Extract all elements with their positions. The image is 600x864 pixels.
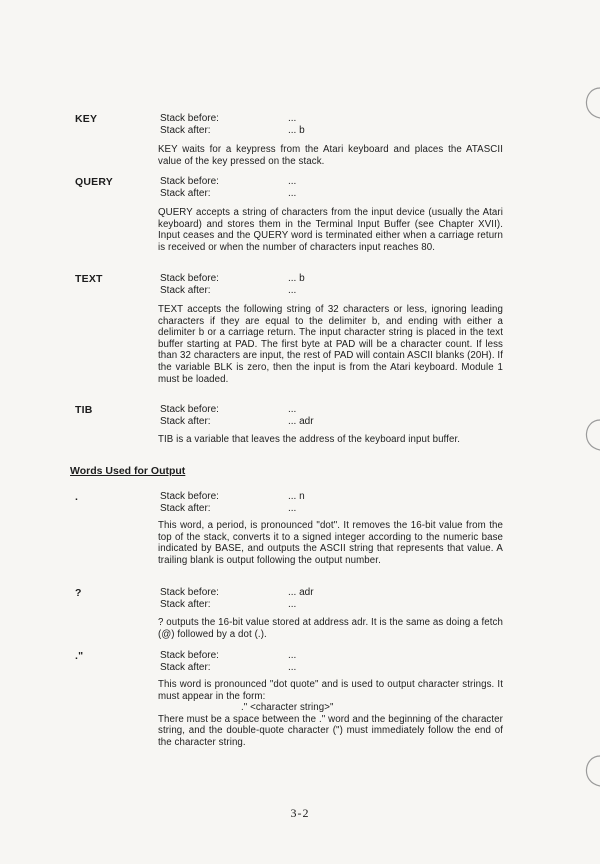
description-paragraph: This word is pronounced "dot quote" and is used to output character strings. It must appear in the form: — [158, 679, 503, 702]
stack-before-label: Stack before: — [160, 113, 219, 124]
stack-effect — [160, 273, 460, 297]
stack-effect — [160, 587, 460, 611]
section-heading: Words Used for Output — [70, 465, 186, 477]
word-name: QUERY — [75, 176, 113, 188]
stack-before-value: ... — [288, 404, 297, 415]
word-name: ." — [75, 650, 84, 662]
stack-after-value: ... — [288, 598, 297, 610]
stack-after-label: Stack after: — [160, 187, 211, 199]
stack-before-label: Stack before: — [160, 273, 219, 284]
punch-hole-mark — [572, 416, 600, 456]
stack-before-label: Stack before: — [160, 650, 219, 661]
stack-effect — [160, 650, 460, 674]
stack-before-value: ... n — [288, 491, 305, 502]
word-name: KEY — [75, 113, 98, 125]
word-description: TEXT accepts the following string of 32 characters or less, ignoring leading characters if they are equal to the delimiter b, and ending with either a delimiter b or a carriage return. The input character string is placed in the text buffer starting at PAD. The first byte at PAD will be a character count. If less than 32 characters are input, the rest of PAD will contain ASCII blanks (20H). If the variable BLK is zero, then the input is from the Atari keyboard. Module 1 must be loaded. — [158, 304, 503, 385]
stack-after-label: Stack after: — [160, 598, 211, 610]
stack-before-label: Stack before: — [160, 587, 219, 598]
stack-after-value: ... adr — [288, 415, 314, 427]
word-description: TIB is a variable that leaves the address of the keyboard input buffer. — [158, 434, 461, 445]
stack-before-label: Stack before: — [160, 491, 219, 502]
stack-after-label: Stack after: — [160, 502, 211, 514]
stack-before-value: ... — [288, 650, 297, 661]
punch-hole-mark — [572, 84, 600, 124]
stack-after-label: Stack after: — [160, 284, 211, 296]
stack-effect — [160, 176, 460, 200]
stack-before-label: Stack before: — [160, 176, 219, 187]
stack-before-label: Stack before: — [160, 404, 219, 415]
word-name: TEXT — [75, 273, 103, 285]
word-name: TIB — [75, 404, 93, 416]
stack-before-value: ... adr — [288, 587, 314, 598]
stack-after-value: ... — [288, 284, 297, 296]
stack-after-label: Stack after: — [160, 661, 211, 673]
word-description: QUERY accepts a string of characters from the input device (usually the Atari keyboard) and stores them in the Terminal Input Buffer (see Chapter XVII). Input ceases and the QUERY word is terminated either when a carriage return is received or when the number of characters input reaches 80. — [158, 207, 503, 253]
stack-after-label: Stack after: — [160, 415, 211, 427]
word-description: This word, a period, is pronounced "dot". It removes the 16-bit value from the top of the stack, converts it to a signed integer according to the numeric base indicated by BASE, and outputs the ASCII string that represents that value. A trailing blank is output following the output number. — [158, 520, 503, 566]
stack-effect — [160, 113, 460, 137]
word-name: ? — [75, 587, 82, 599]
page-number: 3-2 — [290, 806, 310, 820]
word-name: . — [75, 491, 79, 503]
stack-after-label: Stack after: — [160, 124, 211, 136]
stack-after-value: ... b — [288, 124, 305, 136]
stack-after-value: ... — [288, 187, 297, 199]
stack-before-value: ... — [288, 176, 297, 187]
punch-hole-mark — [572, 752, 600, 792]
word-description: KEY waits for a keypress from the Atari keyboard and places the ATASCII value of the key pressed on the stack. — [158, 144, 503, 167]
stack-before-value: ... b — [288, 273, 305, 284]
word-description — [158, 679, 503, 749]
stack-effect — [160, 404, 460, 428]
stack-before-value: ... — [288, 113, 297, 124]
stack-after-value: ... — [288, 661, 297, 673]
description-paragraph: There must be a space between the ." word and the beginning of the character string, and the double-quote character (") must immediately follow the end of the character string. — [158, 713, 503, 748]
usage-form-line: ." <character string>" — [241, 702, 334, 714]
word-description: ? outputs the 16-bit value stored at address adr. It is the same as doing a fetch (@) followed by a dot (.). — [158, 617, 503, 640]
stack-effect — [160, 491, 460, 515]
stack-after-value: ... — [288, 502, 297, 514]
